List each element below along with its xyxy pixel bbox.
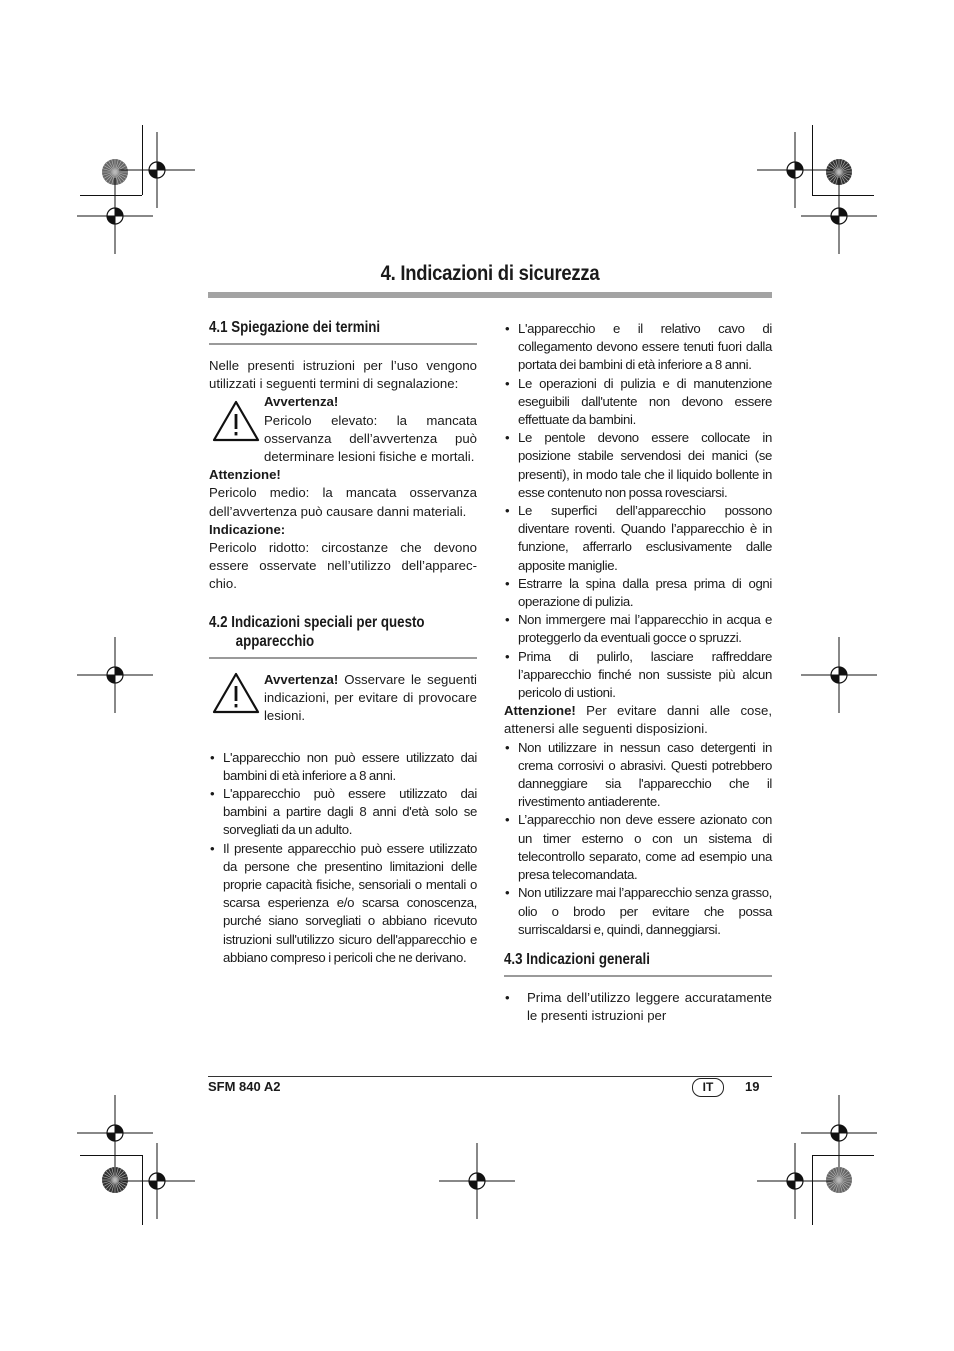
list-item: • Le operazioni di pulizia e di manutenzione eseguibili dall'utente non devono essere effettuate da bambini.	[504, 375, 772, 430]
crop-line	[142, 1155, 143, 1225]
intro-text: Nelle presenti istruzioni per l’uso vengono utilizzati i seguenti termini di segnalazione:	[209, 358, 477, 392]
attention-2-text	[504, 702, 772, 738]
list-item: • L'apparecchio non può essere utilizzato dai bambini di età inferiore a 8 anni.	[209, 749, 477, 785]
crop-line	[812, 1155, 874, 1156]
attention-2-label: Attenzione!	[504, 703, 576, 719]
heading-rule	[504, 975, 772, 977]
warning-text: Pericolo elevato: la mancata osservanza dell’avvertenza può determinare lesioni fisiche e mortali.	[264, 412, 477, 465]
language-badge: IT	[692, 1078, 724, 1097]
right-column	[504, 320, 772, 1025]
crop-line	[80, 195, 142, 196]
section-4-2-heading-line2: apparecchio	[235, 632, 315, 650]
left-bullet-list	[209, 749, 477, 967]
indication-text: Pericolo ridotto: circostanze che devono essere osservate nell’utilizzo dell’apparec-chio.	[209, 540, 477, 592]
warning-label: Avvertenza!	[264, 394, 339, 410]
section-4-2-heading-line1: 4.2 Indicazioni speciali per questo	[209, 613, 425, 631]
list-item: • L'apparecchio e il relativo cavo di collegamento devono essere tenuti fuori dalla portata dei bambini di età inferiore a 8 anni.	[504, 320, 772, 375]
list-item: • L'apparecchio può essere utilizzato dai bambini a partire dagli 8 anni d'età solo se sorvegliati da un adulto.	[209, 785, 477, 840]
list-item: • Non immergere mai l’apparecchio in acqua e proteggerlo da eventuali gocce o spruzzi.	[504, 611, 772, 647]
crop-line	[812, 195, 874, 196]
registration-mark-icon	[77, 637, 153, 713]
general-bullet-list	[504, 989, 772, 1025]
warning-triangle-icon	[211, 671, 261, 715]
list-item: • Prima di pulirlo, lasciare raffreddare l’apparecchio finché non sussiste più alcun pericolo di ustioni.	[504, 648, 772, 703]
list-item: • Prima dell’utilizzo leggere accuratamente le presenti istruzioni per	[504, 989, 772, 1025]
warning-block-2	[209, 671, 477, 743]
heading-rule	[209, 343, 477, 345]
warning-2-text	[264, 671, 477, 726]
list-item: • Le superfici dell’apparecchio possono diventare roventi. Quando l’apparecchio è in funzione, afferrarlo esclusivamente dalle apposite maniglie.	[504, 502, 772, 575]
attention-label: Attenzione!	[209, 467, 281, 483]
title-rule	[208, 292, 772, 298]
list-item: • Non utilizzare mai l’apparecchio senza grasso, olio o brodo per evitare che possa surriscaldarsi e, quindi, danneggiarsi.	[504, 884, 772, 939]
warning-2-body: Osservare le seguenti indicazioni, per evitare di provocare lesioni.	[264, 671, 477, 724]
indication-label: Indicazione:	[209, 521, 286, 537]
warning-2-label: Avvertenza!	[264, 671, 339, 687]
crop-line	[812, 1155, 813, 1225]
section-4-3-heading: 4.3 Indicazioni generali	[504, 950, 650, 968]
list-item: • L’apparecchio non deve essere azionato con un timer esterno o con un sistema di telecontrollo separato, come ad esempio una presa telecomandata.	[504, 811, 772, 884]
footer-rule	[208, 1076, 772, 1077]
attention-text: Pericolo medio: la mancata osservanza dell’avvertenza può causare danni materiali.	[209, 485, 477, 519]
list-item: • Il presente apparecchio può essere utilizzato da persone che presentino limitazioni delle proprie capacità fisiche, sensoriali o mentali o scarsa esperienza e/o scarsa conoscenza, purché siano sorvegliati o abbiano ricevuto istruzioni sull'utilizzo sicuro dell'apparecchio e abbiano compreso i pericoli che ne derivano.	[209, 840, 477, 967]
page-title: 4. Indicazioni di sicurezza	[380, 262, 600, 285]
left-column	[209, 318, 477, 967]
model-number: SFM 840 A2	[208, 1079, 281, 1094]
crop-line	[80, 1155, 142, 1156]
right-bullet-list	[504, 320, 772, 702]
list-item: • Estrarre la spina dalla presa prima di ogni operazione di pulizia.	[504, 575, 772, 611]
heading-rule	[209, 657, 477, 659]
section-4-1-heading: 4.1 Spiegazione dei termini	[209, 319, 381, 336]
attention-bullet-list	[504, 739, 772, 939]
list-item: • Non utilizzare in nessun caso detergenti in crema corrosivi o abrasivi. Questi potrebbero danneggiare sia l'apparecchio che il rivestimento antiaderente.	[504, 739, 772, 812]
crop-line	[812, 125, 813, 195]
attention-2-body: Per evitare danni alle cose, attenersi alle seguenti disposizioni.	[504, 703, 772, 737]
list-item: • Le pentole devono essere collocate in posizione stabile servendosi dei manici (se presenti), in modo tale che il liquido bollente in esse contenuto non possa rovesciarsi.	[504, 429, 772, 502]
registration-mark-icon	[801, 637, 877, 713]
registration-mark-icon	[439, 1143, 515, 1219]
page-number: 19	[745, 1079, 760, 1094]
section-4-2-heading	[209, 613, 476, 651]
warning-block	[209, 393, 477, 466]
crop-line	[142, 125, 143, 195]
warning-triangle-icon	[211, 399, 261, 443]
